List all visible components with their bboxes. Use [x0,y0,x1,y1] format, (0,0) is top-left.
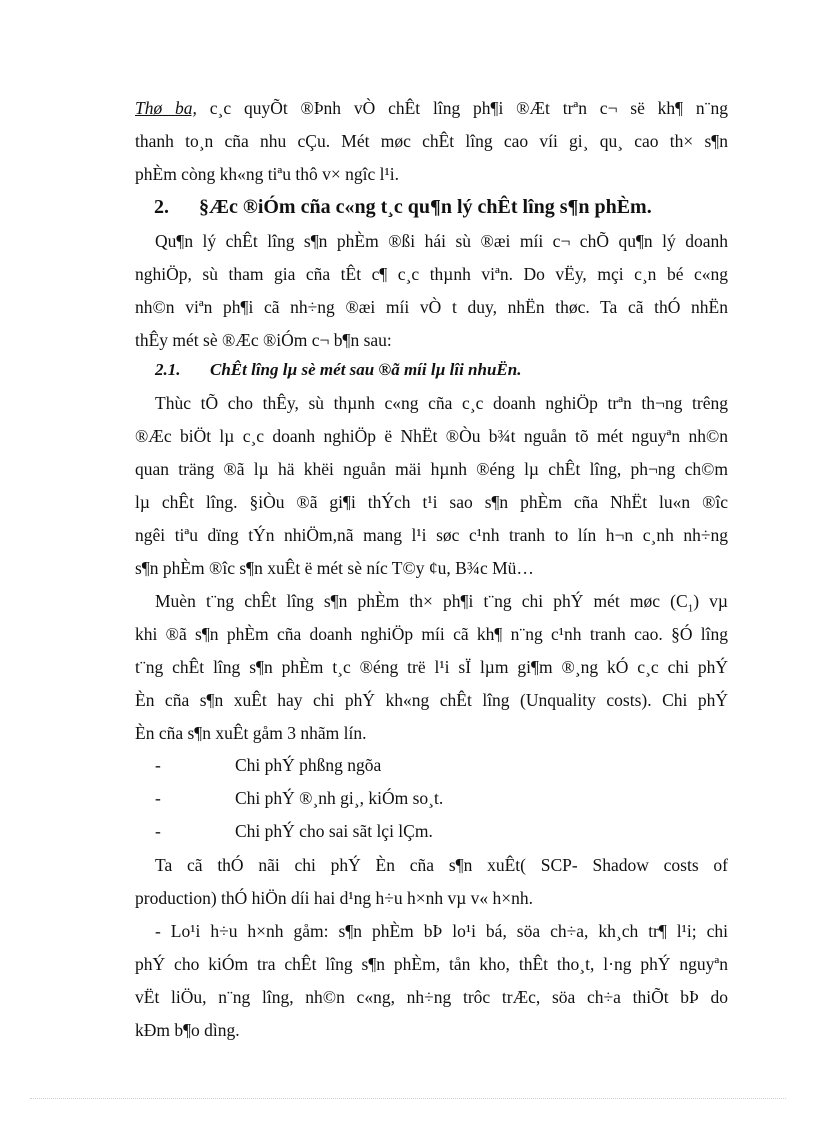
para5-line1: Ta cã thÓ nãi chi phÝ Èn cña s¶n xuÊt( SCP- Shadow costs of [155,855,728,875]
para3-line1: Thùc tÕ cho thÊy, sù thµnh c«ng cña c¸c doanh nghiÖp trªn th¬ng trêng [155,393,728,413]
para6-line3: vËt liÖu, n¨ng lîng, nh©n c«ng, nh÷ng trôc trÆc, söa ch÷a thiÕt bÞ do [135,987,728,1007]
section-heading [154,196,652,219]
para6-line4: kÐm b¶o dìng. [135,1020,240,1040]
list-item [155,821,433,842]
subsection-number: 2.1. [155,360,181,379]
list-text: Chi phÝ cho sai sãt lçi lÇm. [235,821,433,841]
subsection-title: ChÊt lîng lµ sè mét sau ®ã míi lµ lîi nhuËn. [210,360,522,379]
para3-line5: ngêi tiªu dïng tÝn nhiÖm,nã mang l¹i søc c¹nh tranh to lín h¬n c¸nh nh÷ng [135,525,728,545]
section-number: 2. [154,196,169,218]
para3-line6: s¶n phÈm ®îc s¶n xuÊt ë mét sè níc T©y ¢u, B¾c Mü… [135,558,534,578]
list-text: Chi phÝ phßng ngõa [235,755,382,775]
para4-line5: Èn cña s¶n xuÊt gåm 3 nhãm lín. [135,723,367,743]
para2-line1: Qu¶n lý chÊt lîng s¶n phÈm ®ßi hái sù ®æi míi c¬ chÕ qu¶n lý doanh [155,231,728,251]
para3-line2: ®Æc biÖt lµ c¸c doanh nghiÖp ë NhËt ®Òu b¾t nguån tõ mét nguyªn nh©n [135,426,728,446]
para1-line1 [135,97,728,119]
para4-line2: khi ®ã s¶n phÈm cña doanh nghiÖp míi cã kh¶ n¨ng c¹nh tranh cao. §Ó lîng [135,624,728,644]
list-dash: - [155,755,161,775]
section-title: §Æc ®iÓm cña c«ng t¸c qu¶n lý chÊt lîng s¶n phÈm. [199,196,652,218]
para2-line2: nghiÖp, sù tham gia cña tÊt c¶ c¸c thµnh viªn. Do vËy, mçi c¸n bé c«ng [135,264,728,284]
para3-line4: lµ chÊt lîng. §iÒu ®ã gi¶i thÝch t¹i sao s¶n phÈm cña NhËt lu«n ®îc [135,492,728,512]
para1-line3: phÈm còng kh«ng tiªu thô v× ngîc l¹i. [135,164,399,184]
para3-line3: quan träng ®ã lµ hä khëi nguån mäi hµnh ®éng lµ chÊt lîng, ph¬ng ch©m [135,459,728,479]
para6-line2: phÝ cho kiÓm tra chÊt lîng s¶n phÈm, tån kho, thÊt tho¸t, l·ng phÝ nguyªn [135,954,728,974]
para4-line1-b: ) vµ [693,591,728,611]
para6-line1: - Lo¹i h÷u h×nh gåm: s¶n phÈm bÞ lo¹i bá, söa ch÷a, kh¸ch tr¶ l¹i; chi [155,921,728,941]
para1-line1-text: c¸c quyÕt ®Þnh vÒ chÊt lîng ph¶i ®Æt trªn c¬ së kh¶ n¨ng [196,98,728,118]
para4-line1-a: Muèn t¨ng chÊt lîng s¶n phÈm th× ph¶i t¨ng chi phÝ mét møc (C [155,591,688,611]
para2-line3: nh©n viªn ph¶i cã nh÷ng ®æi míi vÒ t duy, nhËn thøc. Ta cã thÓ nhËn [135,297,728,317]
para4-line1 [155,590,728,620]
subsection-heading [155,360,521,380]
para2-line4: thÊy mét sè ®Æc ®iÓm c¬ b¶n sau: [135,330,392,350]
list-item [155,788,443,809]
para1-lead: Thø ba, [135,98,197,118]
para5-line2: production) thÓ hiÖn díi hai d¹ng h÷u h×nh vµ v« h×nh. [135,888,534,908]
list-text: Chi phÝ ®¸nh gi¸, kiÓm so¸t. [235,788,444,808]
para4-line4: Èn cña s¶n xuÊt hay chi phÝ kh«ng chÊt lîng (Unquality costs). Chi phÝ [135,690,728,710]
para4-line3: t¨ng chÊt lîng s¶n phÈm t¸c ®éng trë l¹i sÏ lµm gi¶m ®¸ng kÓ c¸c chi phÝ [135,657,728,677]
page-bottom-divider [30,1098,786,1099]
list-item [155,755,381,776]
para4-subscript: 1 [687,602,694,615]
para1-line2: thanh to¸n cña nhu cÇu. Mét møc chÊt lîng cao víi gi¸ qu¸ cao th× s¶n [135,131,728,151]
list-dash: - [155,788,161,808]
list-dash: - [155,821,161,841]
